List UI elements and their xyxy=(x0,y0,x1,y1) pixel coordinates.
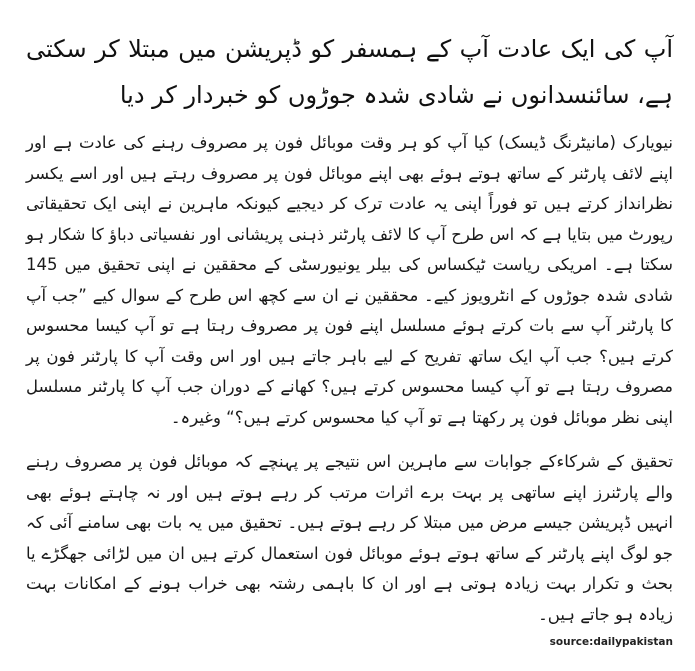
article-paragraph-2: تحقیق کے شرکاءکے جوابات سے ماہرین اس نتیجے پر پہنچے کہ موبائل فون پر مصروف رہنے والے پارٹنرز اپنے ساتھی پر بہت برے اثرات مرتب کر رہے ہوتے ہیں اور نہ چاہتے ہوئے بھی انہیں ڈپریشن جیسے مرض میں مبتلا کر رہے ہوتے ہیں۔ تحقیق میں یہ بات بھی سامنے آئی کہ جو لوگ اپنے پارٹنر کے ساتھ ہوتے ہوئے موبائل فون استعمال کرتے ہیں ان میں لڑائی جھگڑے یا بحث و تکرار بہت زیادہ ہوتی ہے اور ان کا باہمی رشتہ بھی خراب ہونے کے امکانات بہت زیادہ ہو جاتے ہیں۔ xyxy=(26,452,673,624)
source-credit: source:dailypakistan xyxy=(549,636,673,648)
article-headline: آپ کی ایک عادت آپ کے ہمسفر کو ڈپریشن میں مبتلا کر سکتی ہے، سائنسدانوں نے شادی شدہ جوڑوں کو خبردار کر دیا xyxy=(26,35,673,109)
article-paragraph-1: نیویارک (مانیٹرنگ ڈیسک) کیا آپ کو ہر وقت موبائل فون پر مصروف رہنے کی عادت ہے اور اپنے لائف پارٹنر کے ساتھ ہوتے ہوئے بھی اپنے موبائل فون پر مصروف رہتے ہیں اور اسے یکسر نظرانداز کرتے ہیں تو فوراً اپنی یہ عادت ترک کر دیجیے کیونکہ ماہرین نے اپنی ایک تحقیقاتی رپورٹ میں بتایا ہے کہ اس طرح آپ کا لائف پارٹنر ذہنی پریشانی اور نفسیاتی دباؤ کا شکار ہو سکتا ہے۔ امریکی ریاست ٹیکساس کی بیلر یونیورسٹی کے محققین نے اپنی تحقیق میں 145 شادی شدہ جوڑوں کے انٹرویوز کیے۔ محققین نے ان سے کچھ اس طرح کے سوال کیے ”جب آپ کا پارٹنر آپ سے بات کرتے ہوئے مسلسل اپنے فون پر مصروف رہتا ہے تو آپ کیسا محسوس کرتے ہیں؟ جب آپ ایک ساتھ تفریح کے لیے باہر جاتے ہیں اور اس وقت آپ کا پارٹنر فون پر مصروف رہتا ہے تو آپ کیسا محسوس کرتے ہیں؟ کھانے کے دوران جب آپ کا پارٹنر مسلسل اپنی نظر موبائل فون پر رکھتا ہے تو آپ کیا محسوس کرتے ہیں؟“ وغیرہ۔ xyxy=(26,133,673,427)
